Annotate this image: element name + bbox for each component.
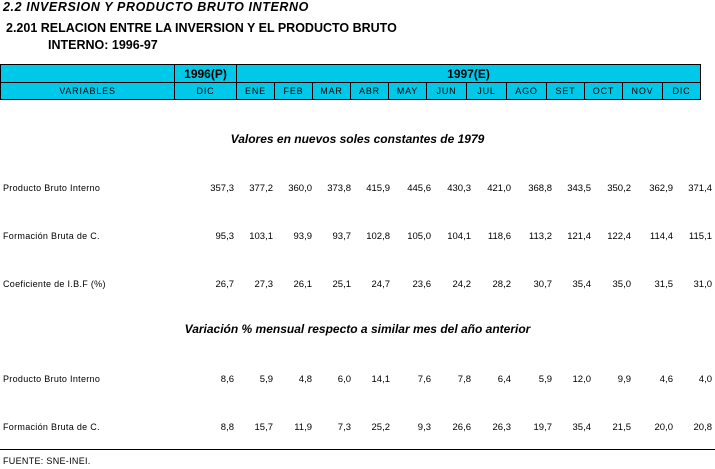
table-cell: 102,8 — [366, 231, 390, 242]
source-note: FUENTE: SNE-INEI. — [3, 456, 91, 466]
table-cell: 12,0 — [572, 374, 591, 385]
month-header: SET — [547, 83, 585, 100]
row-label: Producto Bruto Interno — [3, 183, 101, 193]
year-1996-header: 1996(P) — [175, 65, 237, 83]
table-header — [0, 64, 701, 100]
table-cell: 25,2 — [371, 422, 390, 433]
table-cell: 93,9 — [293, 231, 312, 242]
month-header: FEB — [275, 83, 313, 100]
table-cell: 6,0 — [337, 374, 351, 385]
table-cell: 104,1 — [447, 231, 471, 242]
table-cell: 103,1 — [249, 231, 273, 242]
table-cell: 4,0 — [698, 374, 712, 385]
table-cell: 105,0 — [407, 231, 431, 242]
table-cell: 377,2 — [249, 183, 273, 194]
table-cell: 368,8 — [528, 183, 552, 194]
row-label: Formación Bruta de C. — [3, 422, 100, 432]
table-cell: 360,0 — [288, 183, 312, 194]
table-title-line1: 2.201 RELACION ENTRE LA INVERSION Y EL PRODUCTO BRUTO — [6, 21, 397, 35]
table-cell: 373,8 — [327, 183, 351, 194]
table-cell: 26,1 — [293, 279, 312, 290]
table-cell: 4,6 — [659, 374, 673, 385]
table-cell: 5,9 — [538, 374, 552, 385]
table-cell: 20,0 — [654, 422, 673, 433]
table-cell: 24,7 — [371, 279, 390, 290]
row-label: Producto Bruto Interno — [3, 374, 101, 384]
table-cell: 35,0 — [612, 279, 631, 290]
table-cell: 343,5 — [567, 183, 591, 194]
table-cell: 445,6 — [407, 183, 431, 194]
month-header: DIC — [663, 83, 701, 100]
table-cell: 30,7 — [533, 279, 552, 290]
table-cell: 35,4 — [572, 422, 591, 433]
table-cell: 8,6 — [220, 374, 234, 385]
table-cell: 27,3 — [254, 279, 273, 290]
table-cell: 350,2 — [607, 183, 631, 194]
month-header: ENE — [237, 83, 275, 100]
year-1997-header: 1997(E) — [237, 65, 701, 83]
month-header: JUN — [427, 83, 467, 100]
table-cell: 113,2 — [528, 231, 552, 242]
table-cell: 430,3 — [447, 183, 471, 194]
table-cell: 7,8 — [457, 374, 471, 385]
table-cell: 114,4 — [649, 231, 673, 242]
table-cell: 31,5 — [654, 279, 673, 290]
month-header: DIC — [175, 83, 237, 100]
table-cell: 19,7 — [533, 422, 552, 433]
table-cell: 7,6 — [417, 374, 431, 385]
month-header: OCT — [585, 83, 623, 100]
table-cell: 28,2 — [492, 279, 511, 290]
row-label: Formación Bruta de C. — [3, 231, 100, 241]
table-cell: 26,7 — [215, 279, 234, 290]
table-cell: 115,1 — [688, 231, 712, 242]
table-cell: 122,4 — [607, 231, 631, 242]
month-header: JUL — [467, 83, 507, 100]
table-cell: 4,8 — [298, 374, 312, 385]
month-header: NOV — [623, 83, 663, 100]
table-cell: 11,9 — [294, 422, 312, 433]
table-cell: 121,4 — [567, 231, 591, 242]
month-header: ABR — [351, 83, 389, 100]
table-cell: 9,9 — [617, 374, 631, 385]
table-cell: 9,3 — [417, 422, 431, 433]
header-blank — [1, 65, 175, 83]
footer-divider — [0, 449, 715, 450]
table-cell: 24,2 — [452, 279, 471, 290]
table-cell: 21,5 — [612, 422, 631, 433]
table-cell: 93,7 — [332, 231, 351, 242]
row-label: Coeficiente de I.B.F (%) — [3, 279, 106, 289]
table-cell: 23,6 — [412, 279, 431, 290]
month-header: MAY — [389, 83, 427, 100]
variables-header: VARIABLES — [1, 83, 175, 100]
table-cell: 371,4 — [688, 183, 712, 194]
table-cell: 31,0 — [693, 279, 712, 290]
table-cell: 15,7 — [254, 422, 273, 433]
table-cell: 421,0 — [487, 183, 511, 194]
table-cell: 14,1 — [371, 374, 390, 385]
table-cell: 20,8 — [693, 422, 712, 433]
month-header: AGO — [507, 83, 547, 100]
table-title-line2: INTERNO: 1996-97 — [48, 38, 158, 52]
table-cell: 95,3 — [215, 231, 234, 242]
table-cell: 415,9 — [366, 183, 390, 194]
table-cell: 26,3 — [492, 422, 511, 433]
table-cell: 35,4 — [572, 279, 591, 290]
table-cell: 5,9 — [259, 374, 273, 385]
page-title: 2.2 INVERSION Y PRODUCTO BRUTO INTERNO — [3, 0, 309, 14]
table-cell: 357,3 — [210, 183, 234, 194]
table-cell: 7,3 — [337, 422, 351, 433]
table-cell: 118,6 — [487, 231, 511, 242]
table-cell: 6,4 — [497, 374, 511, 385]
section-title-values: Valores en nuevos soles constantes de 1979 — [230, 132, 485, 146]
table-cell: 8,8 — [220, 422, 234, 433]
table-cell: 25,1 — [332, 279, 351, 290]
table-cell: 362,9 — [649, 183, 673, 194]
table-cell: 26,6 — [452, 422, 471, 433]
month-header: MAR — [313, 83, 351, 100]
section-title-variation: Variación % mensual respecto a similar mes del año anterior — [184, 322, 531, 336]
